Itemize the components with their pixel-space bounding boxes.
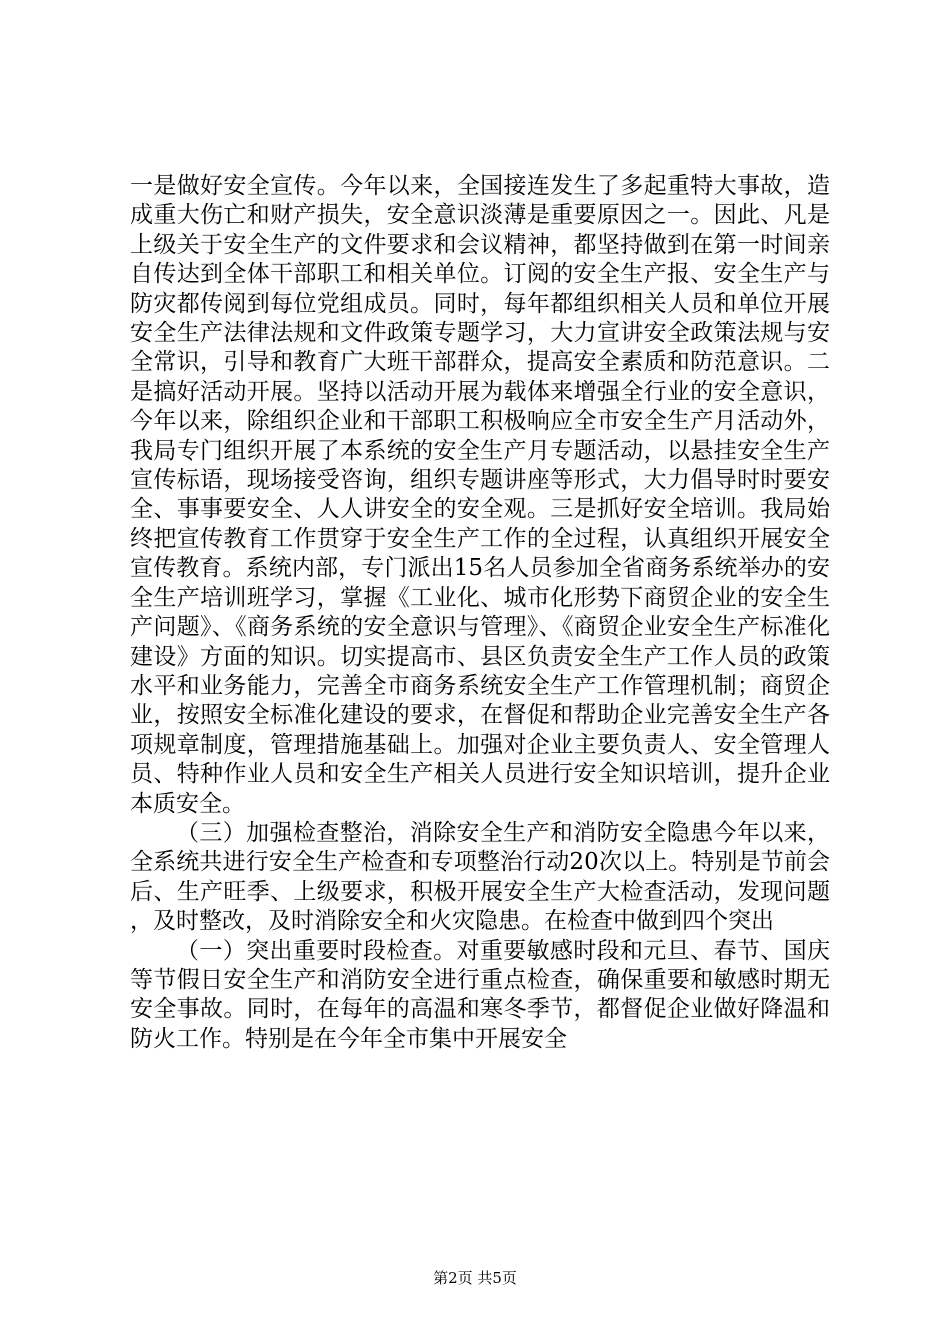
paragraph-inspection-rectification: （三）加强检查整治，消除安全生产和消防安全隐患今年以来，全系统共进行安全生产检查和专项整治行动20次以上。特别是节前会后、生产旺季、上级要求，积极开展安全生产大检查活动，发现问题，及时整改，及时消除安全和火灾隐患。在检查中做到四个突出 (130, 819, 830, 935)
document-body (130, 172, 830, 1054)
page-number-footer: 第2页 共5页 (433, 1269, 517, 1287)
paragraph-safety-publicity: 一是做好安全宣传。今年以来，全国接连发生了多起重特大事故，造成重大伤亡和财产损失，安全意识淡薄是重要原因之一。因此、凡是上级关于安全生产的文件要求和会议精神，都坚持做到在第一时间亲自传达到全体干部职工和相关单位。订阅的安全生产报、安全生产与防灾都传阅到每位党组成员。同时，每年都组织相关人员和单位开展安全生产法律法规和文件政策专题学习，大力宣讲安全政策法规与安全常识，引导和教育广大班干部群众，提高安全素质和防范意识。二是搞好活动开展。坚持以活动开展为载体来增强全行业的安全意识，今年以来，除组织企业和干部职工积极响应全市安全生产月活动外，我局专门组织开展了本系统的安全生产月专题活动，以悬挂安全生产宣传标语，现场接受咨询，组织专题讲座等形式，大力倡导时时要安全、事事要安全、人人讲安全的安全观。三是抓好安全培训。我局始终把宣传教育工作贯穿于安全生产工作的全过程，认真组织开展安全宣传教育。系统内部，专门派出15名人员参加全省商务系统举办的安全生产培训班学习，掌握《工业化、城市化形势下商贸企业的安全生产问题》、《商务系统的安全意识与管理》、《商贸企业安全生产标准化建设》方面的知识。切实提高市、县区负责安全生产工作人员的政策水平和业务能力，完善全市商务系统安全生产工作管理机制；商贸企业，按照安全标准化建设的要求，在督促和帮助企业完善安全生产各项规章制度，管理措施基础上。加强对企业主要负责人、安全管理人员、特种作业人员和安全生产相关人员进行安全知识培训，提升企业本质安全。 (130, 173, 830, 817)
paragraph-key-period-inspection: （一）突出重要时段检查。对重要敏感时段和元旦、春节、国庆等节假日安全生产和消防安全进行重点检查，确保重要和敏感时期无安全事故。同时，在每年的高温和寒冬季节，都督促企业做好降温和防火工作。特别是在今年全市集中开展安全 (130, 937, 830, 1052)
